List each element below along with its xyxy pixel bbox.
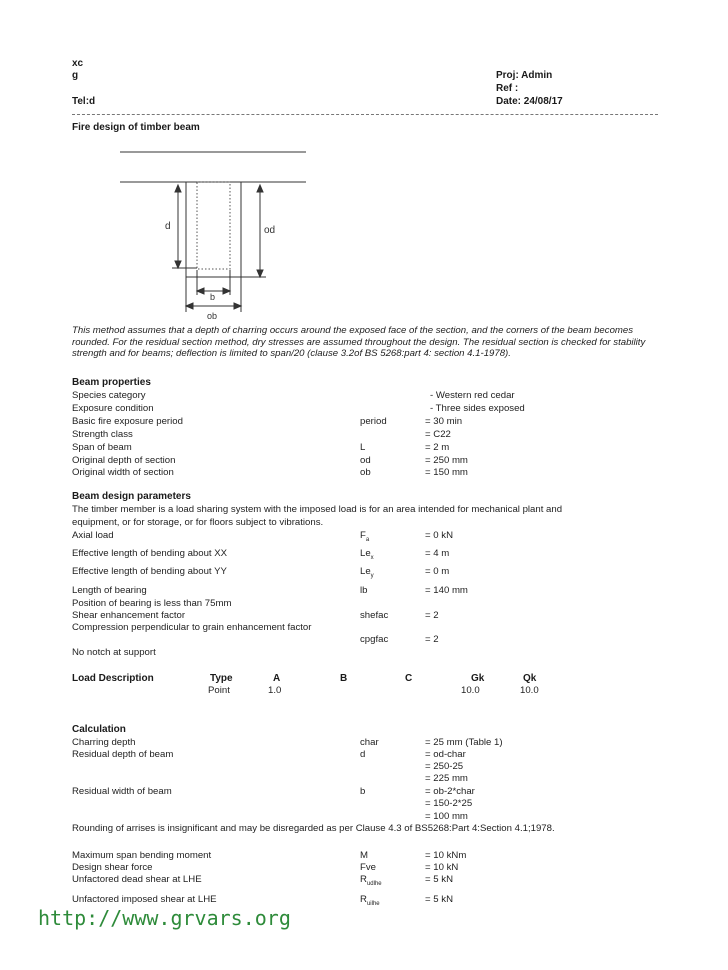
design-params-desc-1: The timber member is a load sharing system with the imposed load is for an area intended for mechanical plant and bbox=[72, 504, 563, 515]
symbol-main: Le bbox=[360, 566, 371, 577]
row-symbol: d bbox=[360, 749, 366, 760]
row-value: - Western red cedar bbox=[430, 390, 515, 401]
label-b: b bbox=[210, 292, 216, 302]
load-row-type: Point bbox=[208, 685, 230, 696]
load-row-a: 1.0 bbox=[268, 685, 282, 696]
row-value: = 2 bbox=[425, 610, 439, 621]
label-od: od bbox=[264, 225, 276, 236]
residual-width-step-3: = 100 mm bbox=[425, 811, 468, 822]
row-value: = C22 bbox=[425, 429, 451, 440]
row-value: = 30 min bbox=[425, 416, 463, 427]
row-symbol bbox=[360, 894, 380, 907]
beam-properties-heading: Beam properties bbox=[72, 377, 151, 388]
row-value: = 4 m bbox=[425, 548, 450, 559]
row-symbol: char bbox=[360, 737, 379, 748]
intro-paragraph: This method assumes that a depth of charring occurs around the exposed face of the section, and the corners of the beam becomes rounded. For the residual section method, dry stresses are assumed throughout the design. The residual section is checked for stability strength and for beams; deflection is limited to span/20 (clause 3.2of BS 5268:part 4: section 4.1-1978). bbox=[72, 325, 646, 360]
row-value: = 5 kN bbox=[425, 874, 453, 885]
row-label: Original depth of section bbox=[72, 455, 176, 466]
row-label: Shear enhancement factor bbox=[72, 610, 186, 621]
row-symbol: period bbox=[360, 416, 387, 427]
row-symbol: shefac bbox=[360, 610, 389, 621]
row-value: = 140 mm bbox=[425, 585, 468, 596]
col-b: B bbox=[340, 673, 348, 684]
no-notch-label: No notch at support bbox=[72, 647, 156, 658]
col-c: C bbox=[405, 673, 413, 684]
label-d: d bbox=[165, 221, 171, 232]
row-value: = 150 mm bbox=[425, 467, 468, 478]
label-ob: ob bbox=[207, 311, 218, 321]
row-symbol: od bbox=[360, 455, 371, 466]
row-label: Residual width of beam bbox=[72, 786, 172, 797]
col-qk: Qk bbox=[523, 673, 537, 684]
compression-label: Compression perpendicular to grain enhancement factor bbox=[72, 622, 312, 633]
residual-depth-step-3: = 225 mm bbox=[425, 773, 468, 784]
row-symbol: cpgfac bbox=[360, 634, 389, 645]
symbol-sub: udlhe bbox=[366, 881, 382, 887]
row-symbol bbox=[360, 548, 374, 561]
row-value: = 250 mm bbox=[425, 455, 468, 466]
row-value: - Three sides exposed bbox=[430, 403, 525, 414]
load-description-heading: Load Description bbox=[72, 673, 154, 684]
row-label: Span of beam bbox=[72, 442, 132, 453]
rounding-note: Rounding of arrises is insignificant and may be disregarded as per Clause 4.3 of BS5268:Part 4:Section 4.1;1978. bbox=[72, 823, 555, 834]
row-label: Effective length of bending about XX bbox=[72, 548, 228, 559]
row-label: Species category bbox=[72, 390, 146, 401]
row-label: Maximum span bending moment bbox=[72, 850, 212, 861]
design-params-desc-2: equipment, or for storage, or for floors subject to vibrations. bbox=[72, 517, 324, 528]
calculation-heading: Calculation bbox=[72, 724, 126, 735]
symbol-main: Le bbox=[360, 548, 371, 559]
residual-width-step-2: = 150-2*25 bbox=[425, 798, 473, 809]
row-symbol bbox=[360, 530, 369, 543]
watermark-link[interactable]: http://www.grvars.org bbox=[38, 906, 291, 930]
row-label: Basic fire exposure period bbox=[72, 416, 183, 427]
row-label: Unfactored dead shear at LHE bbox=[72, 874, 202, 885]
col-gk: Gk bbox=[471, 673, 485, 684]
row-value: = 10 kNm bbox=[425, 850, 467, 861]
row-label: Charring depth bbox=[72, 737, 136, 748]
row-value: = 25 mm (Table 1) bbox=[425, 737, 503, 748]
symbol-sub: uilhe bbox=[366, 901, 380, 907]
header-line-2: g bbox=[72, 70, 79, 81]
row-label: Exposure condition bbox=[72, 403, 154, 414]
symbol-main: R bbox=[360, 894, 367, 905]
design-params-heading: Beam design parameters bbox=[72, 491, 191, 502]
row-label: Axial load bbox=[72, 530, 114, 541]
header-proj: Proj: Admin bbox=[496, 70, 553, 81]
col-a: A bbox=[273, 673, 281, 684]
beam-section-diagram bbox=[0, 0, 728, 330]
row-symbol: M bbox=[360, 850, 368, 861]
row-value: = 2 bbox=[425, 634, 439, 645]
position-of-bearing: Position of bearing is less than 75mm bbox=[72, 598, 232, 609]
row-label: Original width of section bbox=[72, 467, 174, 478]
row-label: Length of bearing bbox=[72, 585, 147, 596]
row-value: = 2 m bbox=[425, 442, 450, 453]
row-value: = 5 kN bbox=[425, 894, 453, 905]
row-label: Residual depth of beam bbox=[72, 749, 174, 760]
load-row-qk: 10.0 bbox=[520, 685, 539, 696]
row-value: = 0 m bbox=[425, 566, 450, 577]
row-label: Effective length of bending about YY bbox=[72, 566, 227, 577]
symbol-main: F bbox=[360, 530, 366, 541]
symbol-sub: a bbox=[365, 537, 370, 543]
row-value: = ob-2*char bbox=[425, 786, 475, 797]
header-date: Date: 24/08/17 bbox=[496, 96, 563, 107]
row-symbol: Fve bbox=[360, 862, 376, 873]
symbol-main: R bbox=[360, 874, 367, 885]
header-line-1: xc bbox=[72, 58, 84, 69]
row-symbol: ob bbox=[360, 467, 371, 478]
header-ref: Ref : bbox=[496, 83, 519, 94]
load-row-gk: 10.0 bbox=[461, 685, 480, 696]
header-tel: Tel:d bbox=[72, 96, 96, 107]
row-label: Unfactored imposed shear at LHE bbox=[72, 894, 217, 905]
row-value: = od-char bbox=[425, 749, 466, 760]
row-label: Strength class bbox=[72, 429, 133, 440]
symbol-sub: x bbox=[370, 555, 374, 561]
row-symbol bbox=[360, 874, 382, 887]
page-title: Fire design of timber beam bbox=[72, 122, 200, 133]
row-symbol bbox=[360, 566, 374, 579]
residual-depth-step-2: = 250-25 bbox=[425, 761, 464, 772]
row-symbol: lb bbox=[360, 585, 368, 596]
col-type: Type bbox=[210, 673, 233, 684]
row-symbol: b bbox=[360, 786, 366, 797]
row-symbol: L bbox=[360, 442, 366, 453]
row-value: = 10 kN bbox=[425, 862, 459, 873]
row-label: Design shear force bbox=[72, 862, 153, 873]
row-value: = 0 kN bbox=[425, 530, 453, 541]
symbol-sub: y bbox=[370, 573, 374, 579]
